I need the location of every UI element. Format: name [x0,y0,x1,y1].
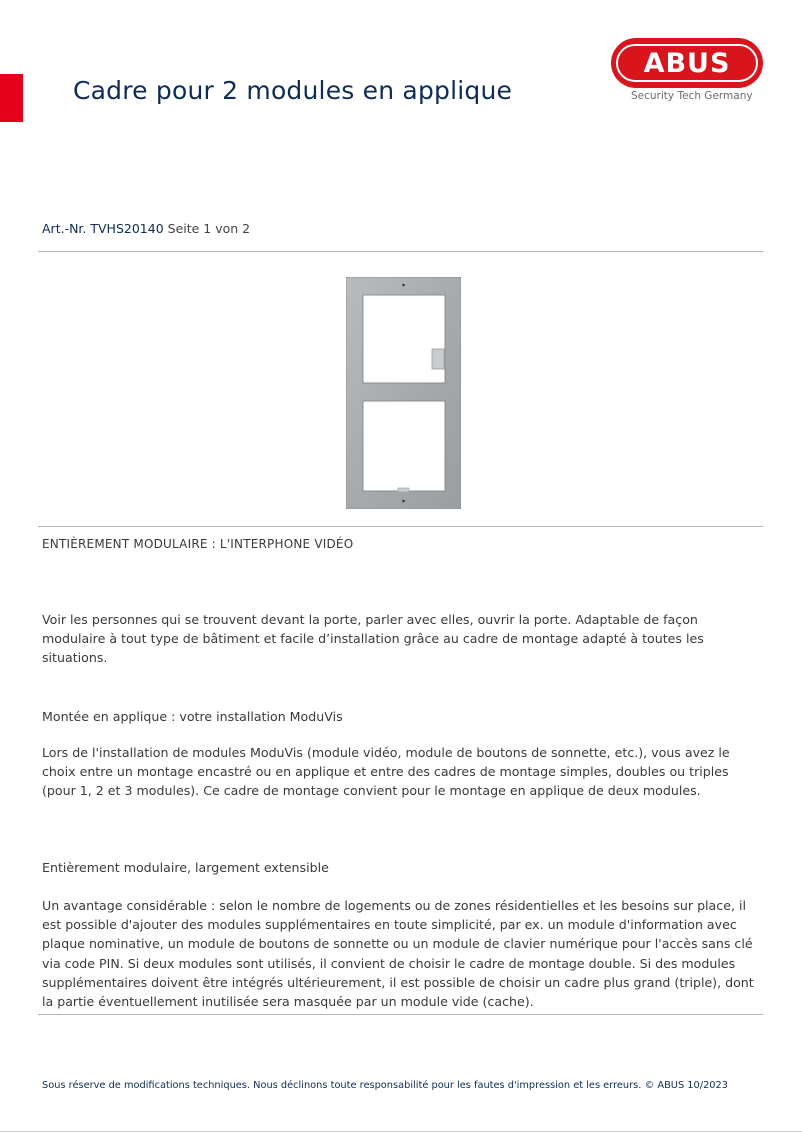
divider-middle [38,526,763,527]
red-accent-tab [0,74,23,122]
subheading-modular: Entièrement modulaire, largement extensible [42,860,329,875]
intro-paragraph: Voir les personnes qui se trouvent devant la porte, parler avec elles, ouvrir la porte. Adaptable de façon modulaire à tout type de bâtiment et facile d’installation grâce au cadre de montage adapté à toutes les situations. [42,612,704,666]
logo-text: ABUS [643,47,731,79]
divider-bottom [38,1014,763,1015]
mounting-frame-image [346,277,461,509]
section-heading: ENTIÈREMENT MODULAIRE : L'INTERPHONE VIDÉO [42,537,354,551]
page-bottom-line [0,1131,802,1132]
article-number: TVHS20140 [90,221,164,236]
page-indicator: Seite 1 von 2 [163,221,251,236]
subheading-installation: Montée en applique : votre installation ModuVis [42,709,343,724]
article-prefix: Art.-Nr. [42,221,91,236]
page-title: Cadre pour 2 modules en applique [73,76,513,105]
abus-logo [611,38,763,88]
installation-paragraph: Lors de l'installation de modules ModuVis (module vidéo, module de boutons de sonnette, etc.), vous avez le choix entre un montage encastré ou en applique et entre des cadres de montage simples, doubles ou triples (pour 1, 2 et 3 modules). Ce cadre de montage convient pour le montage en applique de deux modules. [42,745,730,799]
modular-paragraph: Un avantage considérable : selon le nombre de logements ou de zones résidentielles et les besoins sur place, il est possible d'ajouter des modules supplémentaires en toute simplicité, par ex. un module d'information avec plaque nominative, un module de boutons de sonnette ou un module de clavier numérique pour l'accès sans clé via code PIN. Si deux modules sont utilisés, il convient de choisir le cadre de montage double. Si des modules supplémentaires doivent être intégrés ultérieurement, il est possible de choisir un cadre plus grand (triple), dont la partie éventuellement inutilisée sera masquée par un module vide (cache). [42,898,754,1010]
footer-disclaimer: Sous réserve de modifications techniques. Nous déclinons toute responsabilité pour les fautes d'impression et les erreurs. © ABUS 10/2023 [42,1080,729,1091]
divider-top [38,251,763,252]
article-number-line [42,221,250,236]
logo-tagline: Security Tech Germany [631,90,753,102]
